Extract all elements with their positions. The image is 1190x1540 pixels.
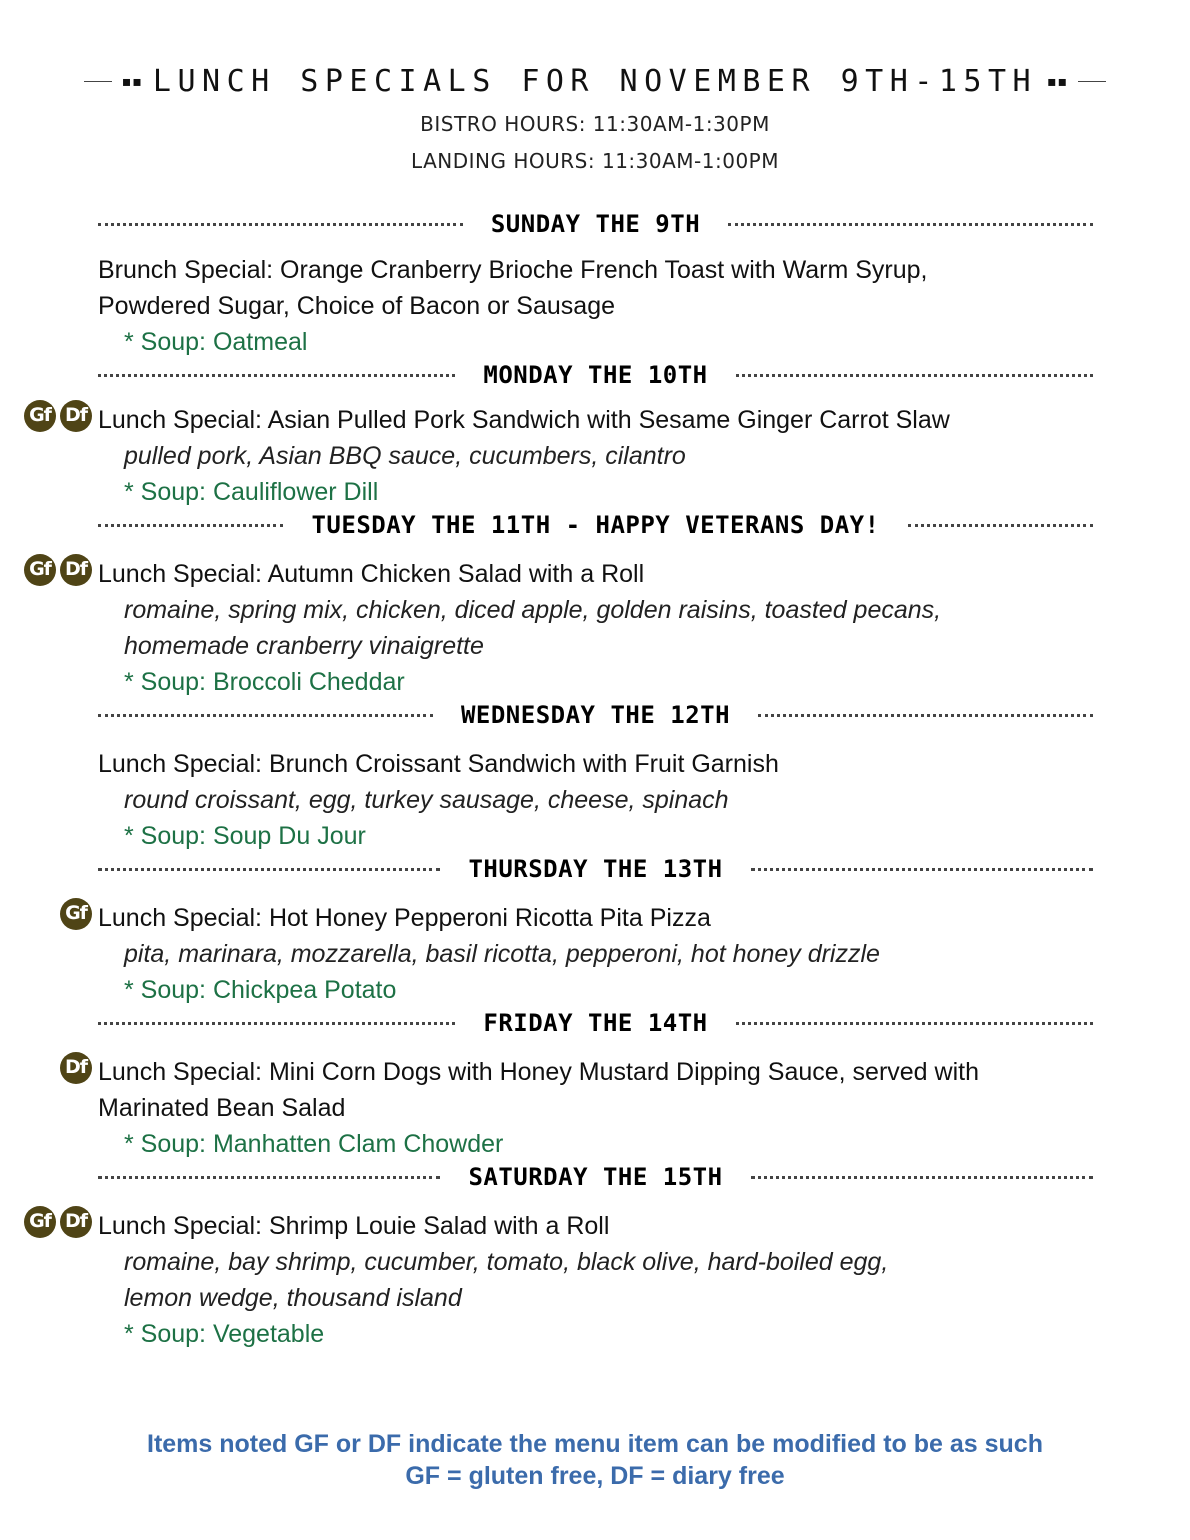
soup-line: * Soup: Soup Du Jour bbox=[124, 822, 366, 850]
day-header-wednesday bbox=[98, 702, 1093, 728]
day-label: FRIDAY THE 14TH bbox=[483, 1009, 708, 1037]
day-header-monday bbox=[98, 362, 1093, 388]
dotted-rule-left bbox=[98, 524, 283, 527]
menu-entry-thursday bbox=[98, 900, 1078, 1008]
day-label: MONDAY THE 10TH bbox=[483, 361, 708, 389]
day-header-thursday bbox=[98, 856, 1093, 882]
title-ornament-left: ▪▪ bbox=[121, 73, 143, 90]
gluten-free-icon: Gf bbox=[24, 554, 56, 586]
special-line: Lunch Special: Brunch Croissant Sandwich with Fruit Garnish bbox=[98, 750, 779, 778]
menu-entry-monday bbox=[98, 402, 1078, 510]
day-label: WEDNESDAY THE 12TH bbox=[460, 701, 731, 729]
description-line: homemade cranberry vinaigrette bbox=[124, 632, 484, 660]
gluten-free-icon: Gf bbox=[24, 1206, 56, 1238]
dietary-badges-monday bbox=[24, 400, 94, 432]
dietary-legend bbox=[0, 1428, 1190, 1492]
landing-hours: LANDING HOURS: 11:30AM-1:00PM bbox=[411, 149, 779, 173]
day-label: SUNDAY THE 9TH bbox=[490, 210, 701, 238]
special-line: Lunch Special: Asian Pulled Pork Sandwich with Sesame Ginger Carrot Slaw bbox=[98, 406, 950, 434]
day-header-tuesday bbox=[98, 512, 1093, 538]
title-rule-left bbox=[84, 81, 112, 82]
dotted-rule-right bbox=[736, 1022, 1093, 1025]
gluten-free-icon: Gf bbox=[60, 898, 92, 930]
special-line: Brunch Special: Orange Cranberry Brioche French Toast with Warm Syrup, bbox=[98, 256, 928, 284]
dietary-badges-saturday bbox=[24, 1206, 94, 1238]
menu-header bbox=[0, 64, 1190, 174]
dotted-rule-left bbox=[98, 374, 455, 377]
soup-line: * Soup: Broccoli Cheddar bbox=[124, 668, 405, 696]
soup-line: * Soup: Manhatten Clam Chowder bbox=[124, 1130, 504, 1158]
dotted-rule-left bbox=[98, 1176, 440, 1179]
dotted-rule-left bbox=[98, 223, 463, 226]
dietary-badges-tuesday bbox=[24, 554, 94, 586]
menu-entry-friday bbox=[98, 1054, 1078, 1162]
dotted-rule-right bbox=[736, 374, 1093, 377]
title-row bbox=[0, 64, 1190, 99]
dotted-rule-right bbox=[751, 1176, 1093, 1179]
dotted-rule-left bbox=[98, 714, 433, 717]
dotted-rule-left bbox=[98, 1022, 455, 1025]
page-title: LUNCH SPECIALS FOR NOVEMBER 9TH-15TH bbox=[152, 64, 1038, 99]
gluten-free-icon: Gf bbox=[24, 400, 56, 432]
description-line: lemon wedge, thousand island bbox=[124, 1284, 462, 1312]
soup-line: * Soup: Chickpea Potato bbox=[124, 976, 397, 1004]
special-line: Lunch Special: Shrimp Louie Salad with a Roll bbox=[98, 1212, 610, 1240]
dotted-rule-right bbox=[908, 524, 1093, 527]
title-ornament-right: ▪▪ bbox=[1047, 73, 1069, 90]
dairy-free-icon: Df bbox=[60, 1052, 92, 1084]
dotted-rule-right bbox=[751, 868, 1093, 871]
day-label: SATURDAY THE 15TH bbox=[468, 1163, 723, 1191]
special-line: Marinated Bean Salad bbox=[98, 1094, 346, 1122]
special-line: Lunch Special: Hot Honey Pepperoni Ricotta Pita Pizza bbox=[98, 904, 711, 932]
description-line: round croissant, egg, turkey sausage, cheese, spinach bbox=[124, 786, 729, 814]
dairy-free-icon: Df bbox=[60, 1206, 92, 1238]
soup-line: * Soup: Oatmeal bbox=[124, 328, 308, 356]
description-line: romaine, spring mix, chicken, diced apple, golden raisins, toasted pecans, bbox=[124, 596, 942, 624]
dairy-free-icon: Df bbox=[60, 400, 92, 432]
dietary-badges-thursday bbox=[60, 898, 94, 930]
menu-entry-wednesday bbox=[98, 746, 1078, 854]
special-line: Lunch Special: Mini Corn Dogs with Honey Mustard Dipping Sauce, served with bbox=[98, 1058, 979, 1086]
description-line: romaine, bay shrimp, cucumber, tomato, black olive, hard-boiled egg, bbox=[124, 1248, 889, 1276]
dietary-key: GF = gluten free, DF = diary free bbox=[405, 1462, 785, 1490]
dietary-badges-friday bbox=[60, 1052, 94, 1084]
dotted-rule-right bbox=[758, 714, 1093, 717]
dairy-free-icon: Df bbox=[60, 554, 92, 586]
special-line: Powdered Sugar, Choice of Bacon or Sausage bbox=[98, 292, 616, 320]
soup-line: * Soup: Vegetable bbox=[124, 1320, 325, 1348]
bistro-hours: BISTRO HOURS: 11:30AM-1:30PM bbox=[420, 112, 770, 136]
description-line: pulled pork, Asian BBQ sauce, cucumbers, cilantro bbox=[124, 442, 686, 470]
soup-line: * Soup: Cauliflower Dill bbox=[124, 478, 379, 506]
day-header-sunday bbox=[98, 211, 1093, 237]
dietary-note: Items noted GF or DF indicate the menu item can be modified to be as such bbox=[147, 1430, 1043, 1458]
dotted-rule-right bbox=[728, 223, 1093, 226]
description-line: pita, marinara, mozzarella, basil ricotta, pepperoni, hot honey drizzle bbox=[124, 940, 880, 968]
title-rule-right bbox=[1078, 81, 1106, 82]
menu-entry-saturday bbox=[98, 1208, 1078, 1352]
day-label: TUESDAY THE 11TH - HAPPY VETERANS DAY! bbox=[311, 511, 880, 539]
day-label: THURSDAY THE 13TH bbox=[468, 855, 723, 883]
day-header-friday bbox=[98, 1010, 1093, 1036]
menu-entry-tuesday bbox=[98, 556, 1078, 700]
menu-entry-sunday bbox=[98, 252, 1078, 360]
special-line: Lunch Special: Autumn Chicken Salad with a Roll bbox=[98, 560, 645, 588]
day-header-saturday bbox=[98, 1164, 1093, 1190]
dotted-rule-left bbox=[98, 868, 440, 871]
